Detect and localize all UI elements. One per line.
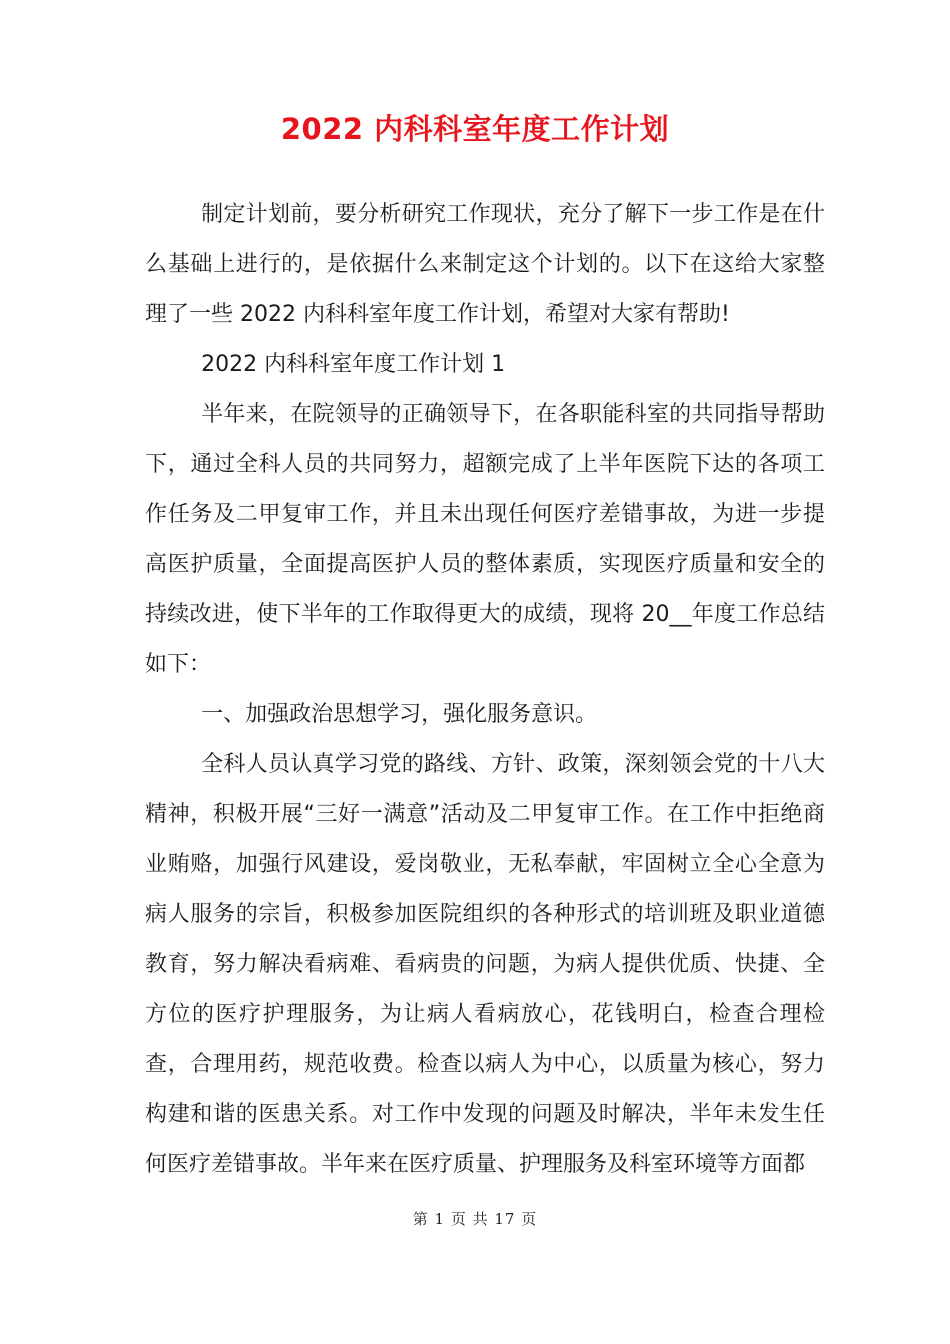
document-title: 2022 内科科室年度工作计划 <box>280 112 670 146</box>
intro-paragraph: 制定计划前，要分析研究工作现状，充分了解下一步工作是在什么基础上进行的，是依据什么来制定这个计划的。以下在这给大家整理了一些 2022 内科科室年度工作计划，希望对大家有帮助! <box>145 202 825 327</box>
document-body <box>145 190 825 1190</box>
section-paragraph: 全科人员认真学习党的路线、方针、政策，深刻领会党的十八大精神，积极开展“三好一满意”活动及二甲复审工作。在工作中拒绝商业贿赂，加强行风建设，爱岗敬业，无私奉献，牢固树立全心全意为病人服务的宗旨，积极参加医院组织的各种形式的培训班及职业道德教育，努力解决看病难、看病贵的问题，为病人提供优质、快捷、全方位的医疗护理服务，为让病人看病放心，花钱明白，检查合理检查，合理用药，规范收费。检查以病人为中心，以质量为核心，努力构建和谐的医患关系。对工作中发现的问题及时解决，半年未发生任何医疗差错事故。半年来在医疗质量、护理服务及科室环境等方面都 <box>145 752 825 1177</box>
page-number-footer: 第 1 页 共 17 页 <box>412 1210 538 1228</box>
summary-paragraph: 半年来，在院领导的正确领导下，在各职能科室的共同指导帮助下，通过全科人员的共同努力，超额完成了上半年医院下达的各项工作任务及二甲复审工作，并且未出现任何医疗差错事故，为进一步提高医护质量，全面提高医护人员的整体素质，实现医疗质量和安全的持续改进，使下半年的工作取得更大的成绩，现将 20__年度工作总结如下： <box>145 402 825 677</box>
section-heading: 一、加强政治思想学习，强化服务意识。 <box>201 702 598 727</box>
plan-subtitle: 2022 内科科室年度工作计划 1 <box>201 352 506 377</box>
